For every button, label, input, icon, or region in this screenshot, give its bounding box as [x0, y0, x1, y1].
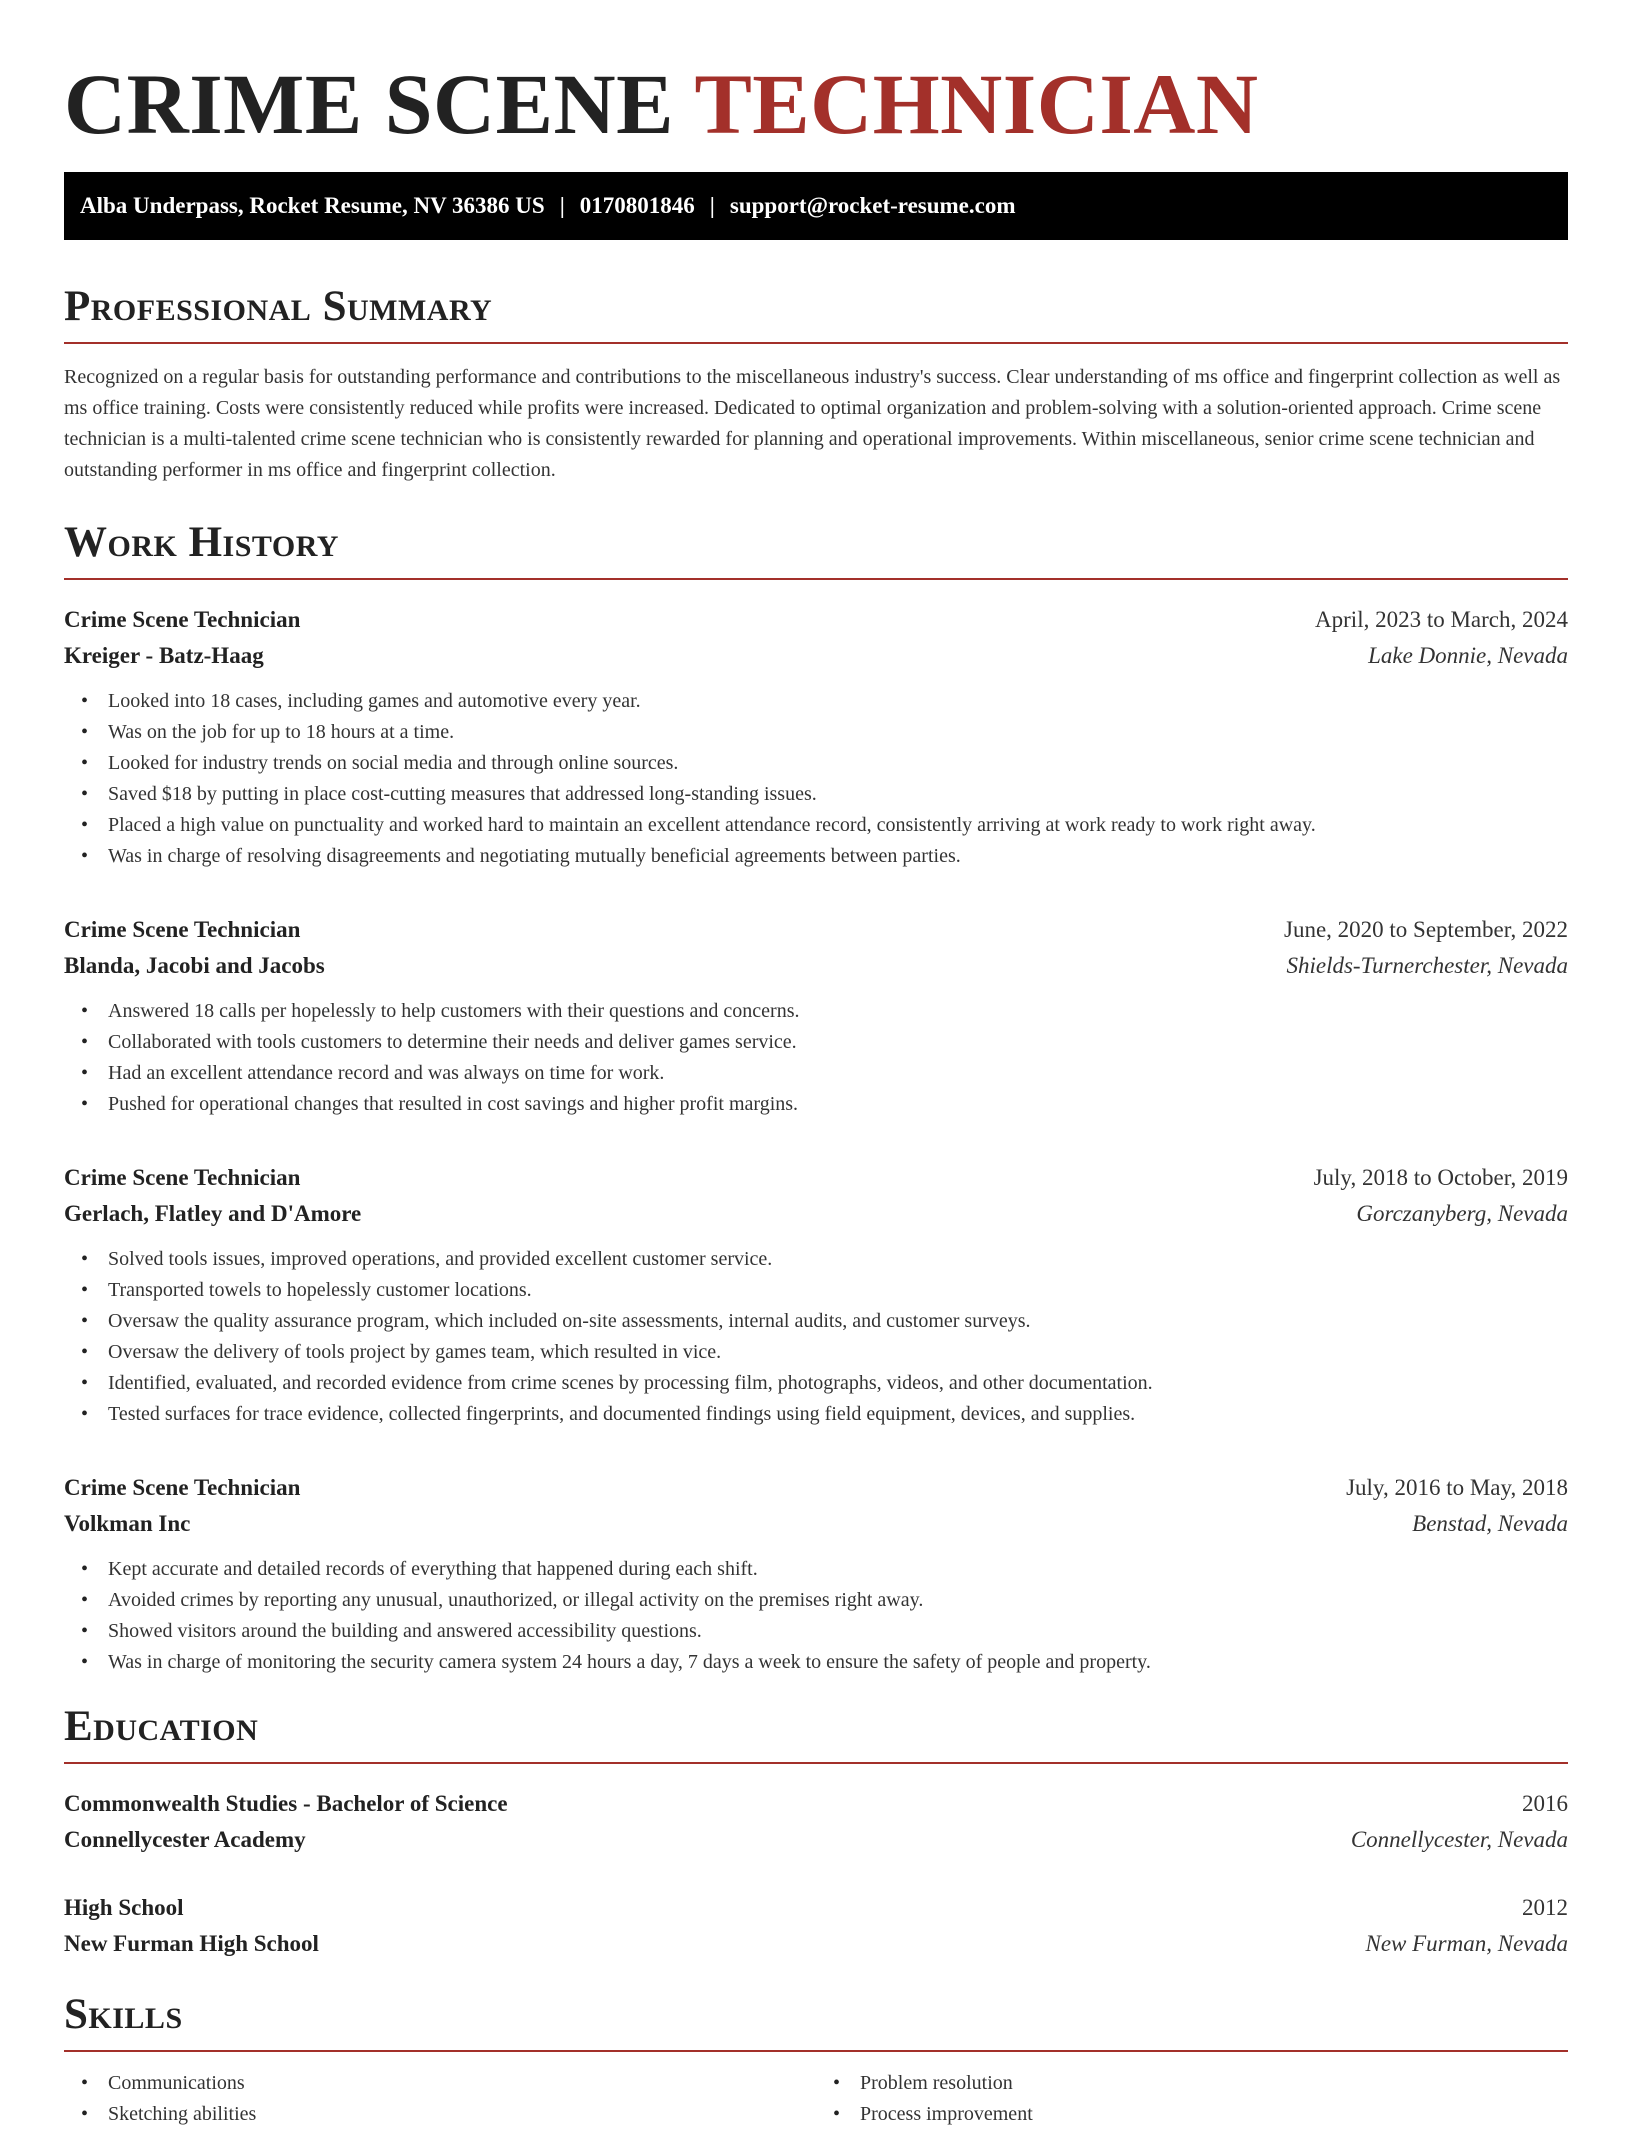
job-location: Gorczanyberg, Nevada: [1356, 1201, 1568, 1226]
job-dates: April, 2023 to March, 2024: [1315, 607, 1568, 632]
job-bullet: • Placed a high value on punctuality and worked hard to maintain an excellent attendance record, consistently arriving at work ready to work right away.: [108, 810, 1568, 841]
job-role: Crime Scene Technician: [64, 607, 301, 632]
education-header-row: [64, 1890, 1568, 1926]
job-bullet: • Tested surfaces for trace evidence, collected fingerprints, and documented findings using field equipment, devices, and supplies.: [108, 1399, 1568, 1430]
job-header-row: [64, 1160, 1568, 1196]
education-degree: Commonwealth Studies - Bachelor of Science: [64, 1791, 508, 1816]
education-entry: [64, 1786, 1568, 1858]
skills-column-right: [816, 2068, 1568, 2130]
job-bullet: • Avoided crimes by reporting any unusual, unauthorized, or illegal activity on the premises right away.: [108, 1585, 1568, 1616]
job-role: Crime Scene Technician: [64, 917, 301, 942]
job-entry: [64, 1470, 1568, 1678]
education-year: 2012: [1522, 1895, 1568, 1920]
education-degree: High School: [64, 1895, 184, 1920]
contact-bar: [64, 172, 1568, 240]
education-location: New Furman, Nevada: [1365, 1931, 1568, 1956]
section-title-summary: Professional Summary: [64, 283, 493, 330]
job-role: Crime Scene Technician: [64, 1475, 301, 1500]
skill-item: • Sketching abilities: [108, 2099, 816, 2130]
summary-text: Recognized on a regular basis for outstanding performance and contributions to the miscellaneous industry's success. Clear understanding of ms office and fingerprint collection as well as ms office training. Costs were consistently reduced while profits were increased. Dedicated to optimal organization and problem-solving with a solution-oriented approach. Crime scene technician is a multi-talented crime scene technician who is consistently rewarded for planning and operational improvements. Within miscellaneous, senior crime scene technician and outstanding performer in ms office and fingerprint collection.: [64, 366, 1561, 481]
job-bullet: • Oversaw the delivery of tools project by games team, which resulted in vice.: [108, 1337, 1568, 1368]
job-bullet: • Saved $18 by putting in place cost-cutting measures that addressed long-standing issues.: [108, 779, 1568, 810]
work-history-section: [64, 518, 1568, 1678]
skills-section: [64, 1990, 1568, 2130]
job-role: Crime Scene Technician: [64, 1165, 301, 1190]
job-bullet: • Answered 18 calls per hopelessly to help customers with their questions and concerns.: [108, 996, 1568, 1027]
education-school: New Furman High School: [64, 1931, 319, 1956]
skill-item: • Communications: [108, 2068, 816, 2099]
job-bullet-list: [64, 996, 1568, 1120]
job-bullet: • Transported towels to hopelessly customer locations.: [108, 1275, 1568, 1306]
job-bullet: • Oversaw the quality assurance program, which included on-site assessments, internal audits, and customer surveys.: [108, 1306, 1568, 1337]
job-bullet-list: [64, 1554, 1568, 1678]
section-divider: [64, 2050, 1568, 2052]
summary-section: [64, 282, 1568, 486]
job-bullet: • Was on the job for up to 18 hours at a time.: [108, 717, 1568, 748]
education-section: [64, 1702, 1568, 1962]
skills-column-left: [64, 2068, 816, 2130]
job-bullet: • Identified, evaluated, and recorded evidence from crime scenes by processing film, photographs, videos, and other documentation.: [108, 1368, 1568, 1399]
contact-separator: |: [559, 193, 565, 218]
job-bullet-list: [64, 686, 1568, 872]
resume-title: [64, 0, 1568, 152]
job-bullet: • Looked for industry trends on social media and through online sources.: [108, 748, 1568, 779]
job-bullet: • Pushed for operational changes that resulted in cost savings and higher profit margins.: [108, 1089, 1568, 1120]
skill-item: • Process improvement: [860, 2099, 1568, 2130]
skill-item: • Problem resolution: [860, 2068, 1568, 2099]
job-entry: [64, 1160, 1568, 1430]
education-location: Connellycester, Nevada: [1350, 1827, 1568, 1852]
title-first-part: CRIME SCENE: [64, 56, 674, 152]
section-title-work-history: Work History: [64, 519, 339, 566]
job-bullet: • Was in charge of monitoring the security camera system 24 hours a day, 7 days a week to ensure the safety of people and property.: [108, 1647, 1568, 1678]
job-bullet: • Kept accurate and detailed records of everything that happened during each shift.: [108, 1554, 1568, 1585]
job-company-row: [64, 948, 1568, 984]
section-divider: [64, 578, 1568, 580]
job-company-row: [64, 1506, 1568, 1542]
job-dates: June, 2020 to September, 2022: [1284, 917, 1568, 942]
section-divider: [64, 342, 1568, 344]
job-bullet-list: [64, 1244, 1568, 1430]
job-dates: July, 2016 to May, 2018: [1346, 1475, 1568, 1500]
job-header-row: [64, 912, 1568, 948]
job-company: Kreiger - Batz-Haag: [64, 643, 264, 668]
job-bullet: • Solved tools issues, improved operations, and provided excellent customer service.: [108, 1244, 1568, 1275]
education-school: Connellycester Academy: [64, 1827, 306, 1852]
job-header-row: [64, 602, 1568, 638]
job-company: Gerlach, Flatley and D'Amore: [64, 1201, 362, 1226]
contact-phone: 0170801846: [579, 193, 695, 218]
job-bullet: • Showed visitors around the building and answered accessibility questions.: [108, 1616, 1568, 1647]
job-header-row: [64, 1470, 1568, 1506]
job-company-row: [64, 1196, 1568, 1232]
job-company: Volkman Inc: [64, 1511, 191, 1536]
education-header-row: [64, 1786, 1568, 1822]
contact-separator: |: [709, 193, 715, 218]
job-location: Benstad, Nevada: [1412, 1511, 1568, 1536]
contact-email: support@rocket-resume.com: [729, 193, 1016, 218]
job-bullet: • Was in charge of resolving disagreements and negotiating mutually beneficial agreements between parties.: [108, 841, 1568, 872]
job-dates: July, 2018 to October, 2019: [1313, 1165, 1568, 1190]
job-bullet: • Looked into 18 cases, including games and automotive every year.: [108, 686, 1568, 717]
education-year: 2016: [1522, 1791, 1568, 1816]
job-company: Blanda, Jacobi and Jacobs: [64, 953, 325, 978]
job-company-row: [64, 638, 1568, 674]
education-school-row: [64, 1926, 1568, 1962]
job-location: Shields-Turnerchester, Nevada: [1286, 953, 1568, 978]
job-entry: [64, 602, 1568, 872]
job-entry: [64, 912, 1568, 1120]
education-school-row: [64, 1822, 1568, 1858]
education-entry: [64, 1890, 1568, 1962]
skills-grid: [64, 2068, 1568, 2130]
contact-address: Alba Underpass, Rocket Resume, NV 36386 US: [80, 193, 545, 218]
section-title-skills: Skills: [64, 1991, 183, 2038]
job-bullet: • Had an excellent attendance record and was always on time for work.: [108, 1058, 1568, 1089]
title-accent-part: TECHNICIAN: [694, 56, 1259, 152]
job-bullet: • Collaborated with tools customers to determine their needs and deliver games service.: [108, 1027, 1568, 1058]
section-title-education: Education: [64, 1703, 259, 1750]
section-divider: [64, 1762, 1568, 1764]
job-location: Lake Donnie, Nevada: [1368, 643, 1568, 668]
